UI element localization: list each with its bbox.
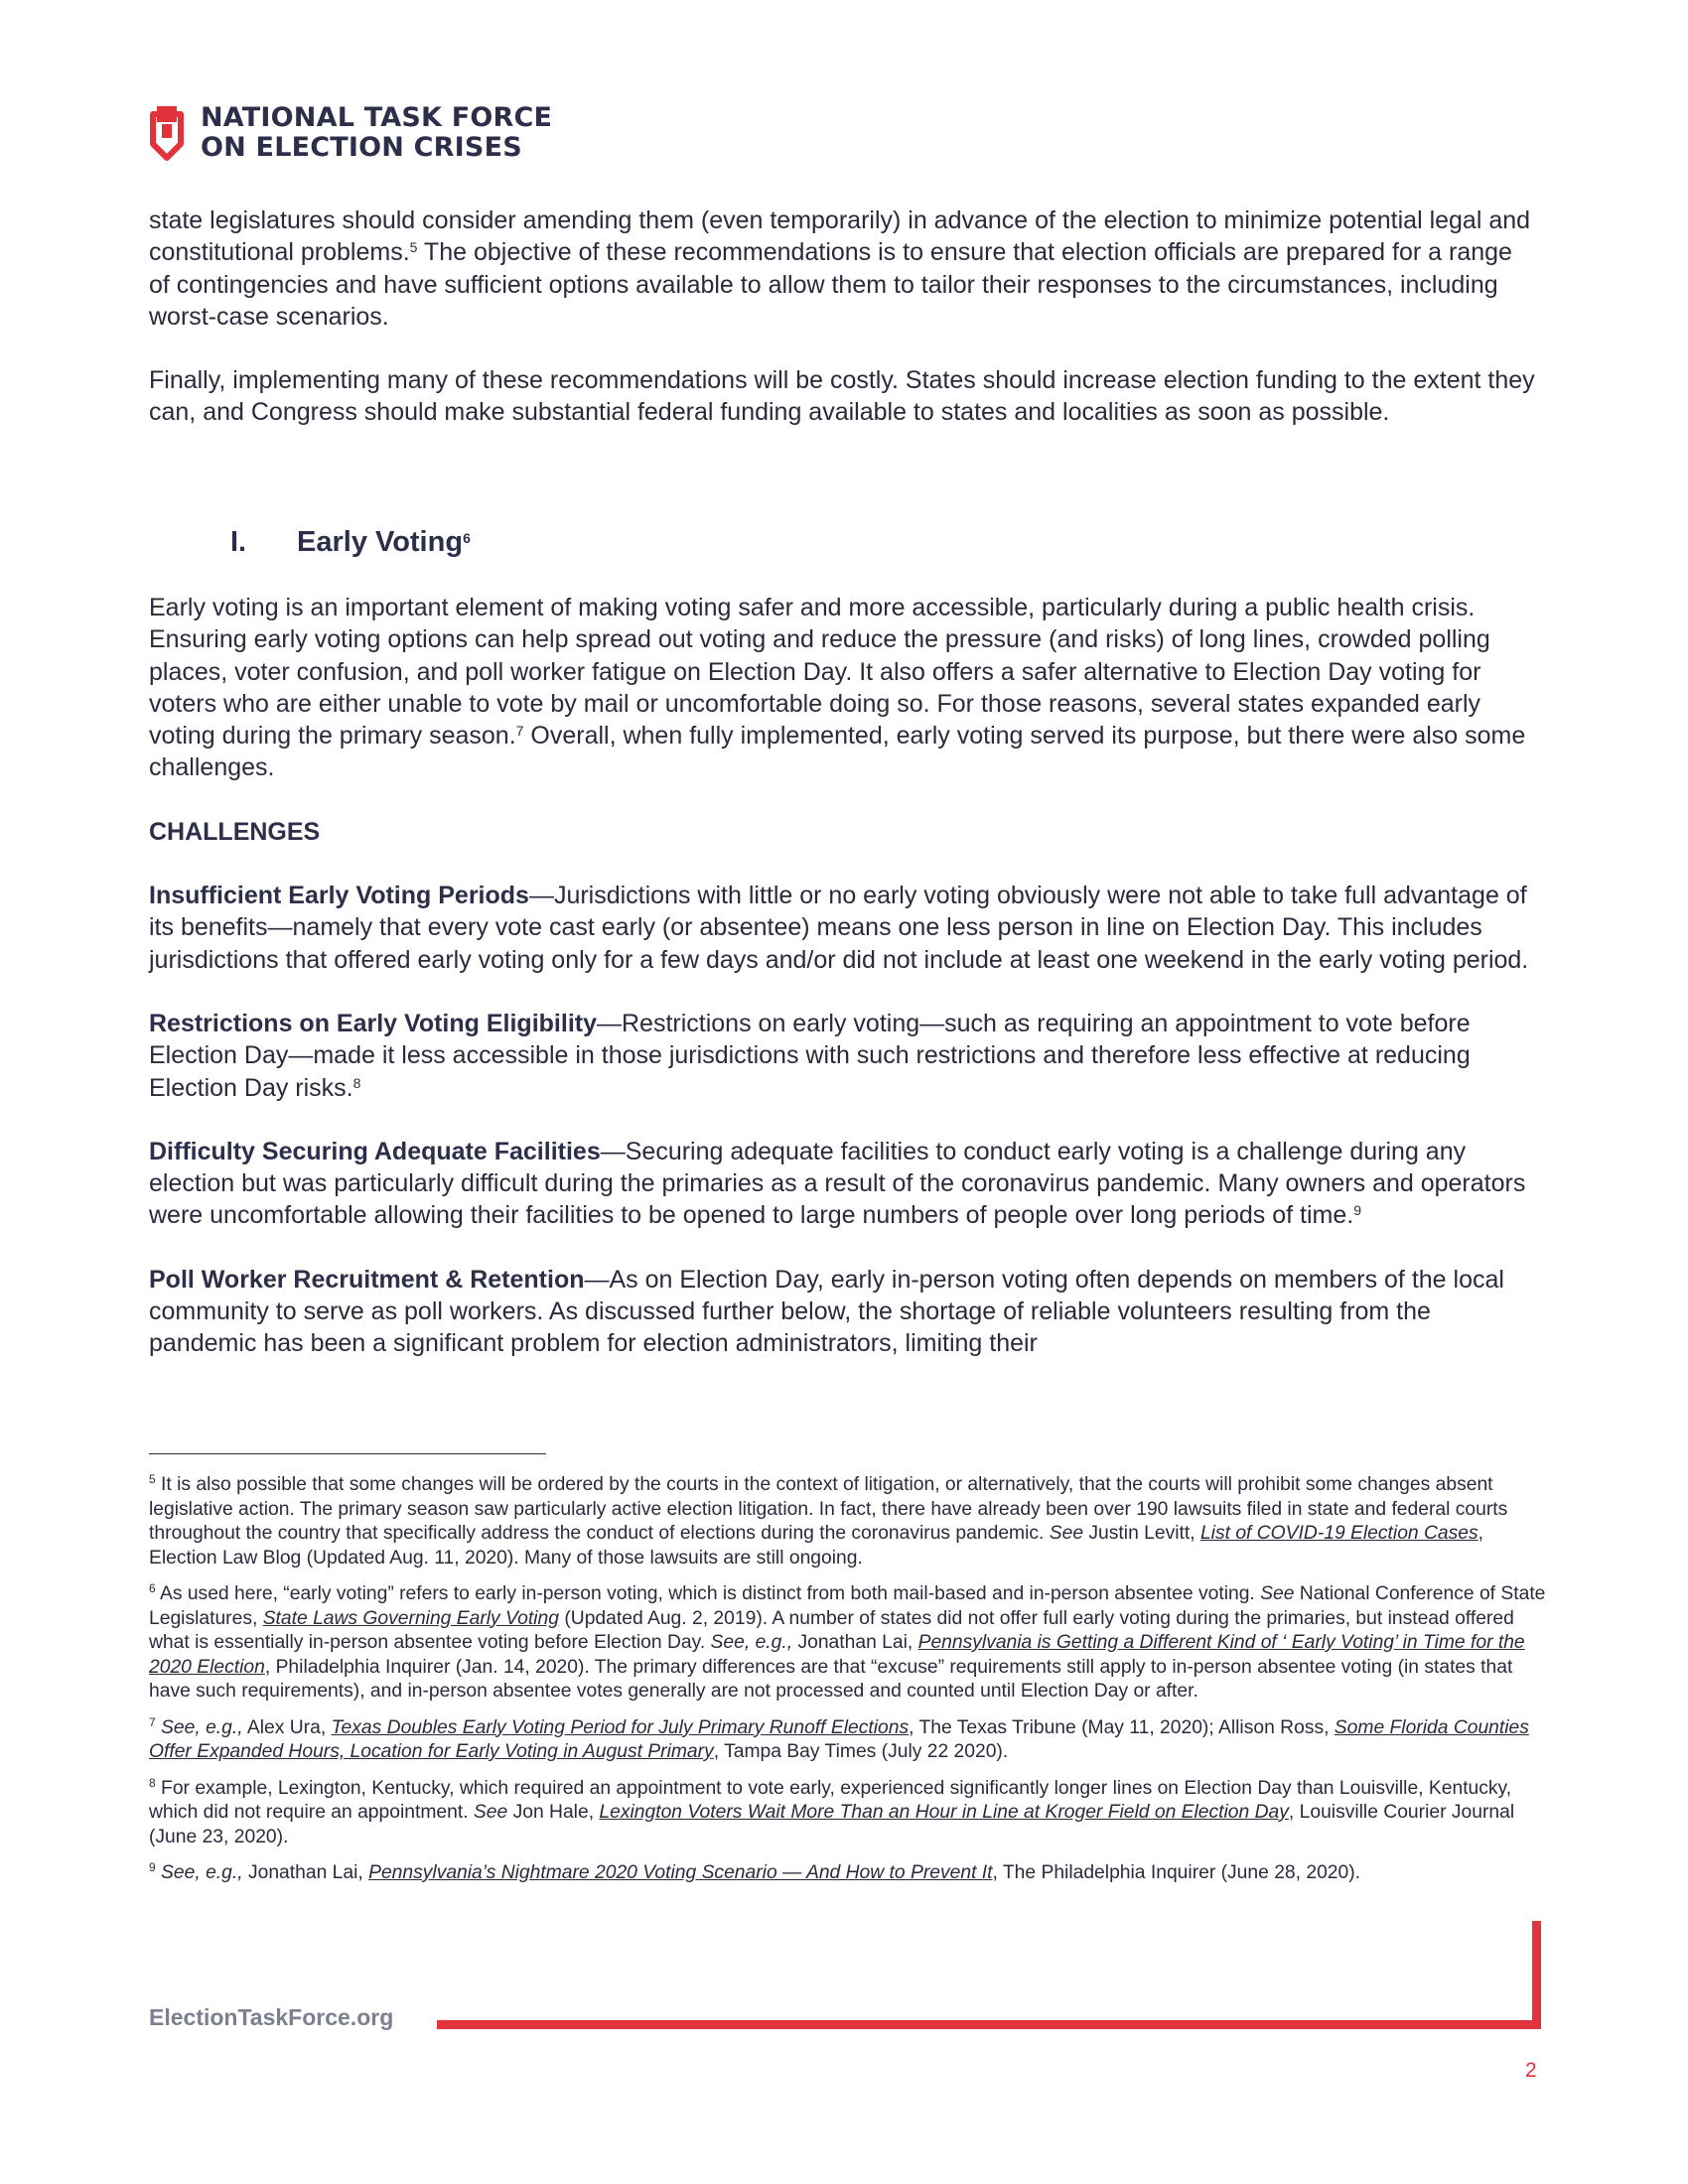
footnote-8: $^8$ For example, Lexington, Kentucky, which required an appointment to vote early, experienced significantly longer lines on Election Day than Louisville, Kentucky, which did not require an appointment. See Jon Hale, Lexington Voters Wait More Than an Hour in Line at Kroger Field on Election Day, Louisville Courier Journal (June 23, 2020). [149, 1775, 1515, 1847]
footnote-5: $^5$ It is also possible that some changes will be ordered by the courts in the context of litigation, or alternatively, that the courts will prohibit some changes absent legislative action. The primary season saw particularly active election litigation. In fact, there have already been over 190 lawsuits filed in state and federal courts throughout the country that specifically address the conduct of elections during the coronavirus pandemic. See Justin Levitt, List of COVID-19 Election Cases, Election Law Blog (Updated Aug. 11, 2020). Many of those lawsuits are still ongoing. [149, 1472, 1508, 1569]
footnote-link[interactable]: Pennsylvania is Getting a Different Kind of ‘ Early Voting’ in Time for the 2020 Election [149, 1632, 1525, 1678]
challenge-term: Difficulty Securing Adequate Facilities [149, 1137, 601, 1165]
challenge-item: Difficulty Securing Adequate Facilities—Securing adequate facilities to conduct early voting is a challenge during any election but was particularly difficult during the primaries as a result of the coronavirus pandemic. Many owners and operators were uncomfortable allowing their facilities to be opened to large numbers of people over long periods of time.$^9$ [149, 1137, 1526, 1230]
challenge-term: Restrictions on Early Voting Eligibility [149, 1009, 597, 1037]
footnote-link[interactable]: List of COVID-19 Election Cases [1199, 1523, 1478, 1544]
logo-emblem-icon [147, 104, 187, 162]
challenge-item: Insufficient Early Voting Periods—Jurisdictions with little or no early voting obviously were not able to take full advantage of its benefits—namely that every vote cast early (or absentee) means one less person in line on Election Day. This includes jurisdictions that offered early voting only for a few days and/or did not include at least one weekend in the early voting period. [149, 882, 1529, 974]
footnote-ref[interactable]: 6 [463, 530, 471, 546]
footnote-6: $^6$ As used here, “early voting” refers to early in-person voting, which is distinct from both mail-based and in-person absentee voting. See National Conference of State Legislatures, State Laws Governing Early Voting (Updated Aug. 2, 2019). A number of states did not offer full early voting during the primaries, but instead offered what is essentially in-person absentee voting before Election Day. See, e.g., Jonathan Lai, Pennsylvania is Getting a Different Kind of ‘ Early Voting’ in Time for the 2020 Election, Philadelphia Inquirer (Jan. 14, 2020). The primary differences are that “excuse” requirements still apply to in-person absentee voting (in states that have such requirements), and in-person absentee votes generally are not processed and counted until Election Day or after. [149, 1581, 1546, 1702]
section-title: Early Voting [297, 526, 464, 558]
challenge-term: Insufficient Early Voting Periods [149, 882, 529, 910]
footnote-link[interactable]: State Laws Governing Early Voting [262, 1607, 559, 1629]
challenge-item: Poll Worker Recruitment & Retention—As on Election Day, early in-person voting often depends on members of the local community to serve as poll workers. As discussed further below, the shortage of reliable volunteers resulting from the pandemic has been a significant problem for election administrators, limiting their [149, 1265, 1504, 1358]
intro-paragraph-2: Finally, implementing many of these recommendations will be costly. States should increase election funding to the extent they can, and Congress should make substantial federal funding available to states and localities as soon as possible. [149, 366, 1535, 427]
footnote-9: $^9$ See, e.g., Jonathan Lai, Pennsylvania’s Nightmare 2020 Voting Scenario — And How to Prevent It, The Philadelphia Inquirer (June 28, 2020). [149, 1860, 1361, 1883]
page-number: 2 [1525, 2059, 1537, 2082]
early-voting-section [149, 592, 1539, 1360]
logo-line-2: ON ELECTION CRISES [201, 132, 522, 163]
footnote-7: $^7$ See, e.g., Alex Ura, Texas Doubles Early Voting Period for July Primary Runoff Elections, The Texas Tribune (May 11, 2020); Allison Ross, Some Florida Counties Offer Expanded Hours, Location for Early Voting in August Primary, Tampa Bay Times (July 22 2020). [149, 1714, 1529, 1762]
footnote-ref[interactable]: 9 [1353, 1202, 1361, 1219]
footnote-divider [149, 1453, 546, 1454]
footnote-ref[interactable]: 8 [352, 1074, 361, 1091]
footnote-link[interactable]: Lexington Voters Wait More Than an Hour in Line at Kroger Field on Election Day [599, 1802, 1289, 1823]
footer-website[interactable]: ElectionTaskForce.org [149, 2004, 394, 2030]
footnote-ref[interactable]: 7 [515, 723, 524, 740]
logo-wordmark [201, 103, 552, 163]
footer-accent-bar [437, 2020, 1541, 2029]
early-voting-paragraph: Early voting is an important element of making voting safer and more accessible, particularly during a public health crisis. Ensuring early voting options can help spread out voting and reduce the pressure (and risks) of long lines, crowded polling places, voter confusion, and poll worker fatigue on Election Day. It also offers a safer alternative to Election Day voting for voters who are either unable to vote by mail or uncomfortable doing so. For those reasons, several states expanded early voting during the primary season.$^7$ Overall, when fully implemented, early voting served its purpose, but there were also some challenges. [149, 594, 1526, 782]
org-logo [147, 103, 552, 163]
intro-section [149, 205, 1539, 429]
footnote-link[interactable]: Texas Doubles Early Voting Period for July Primary Runoff Elections [331, 1716, 910, 1738]
footer-accent-vertical [1532, 1921, 1541, 2029]
footnote-link[interactable]: Some Florida Counties Offer Expanded Hours, Location for Early Voting in August Primary [149, 1716, 1529, 1762]
section-number: I. [230, 526, 247, 558]
section-heading [230, 526, 471, 559]
footnotes [149, 1473, 1549, 1898]
challenge-item: Restrictions on Early Voting Eligibility—Restrictions on early voting—such as requiring an appointment to vote before Election Day—made it less accessible in those jurisdictions with such restrictions and therefore less effective at reducing Election Day risks.$^8$ [149, 1009, 1471, 1102]
challenges-heading: CHALLENGES [149, 817, 321, 846]
logo-line-1: NATIONAL TASK FORCE [201, 102, 553, 133]
footnote-ref[interactable]: 5 [409, 239, 418, 256]
footnote-link[interactable]: Pennsylvania’s Nightmare 2020 Voting Scenario — And How to Prevent It [368, 1862, 993, 1883]
intro-paragraph-1: state legislatures should consider amending them (even temporarily) in advance of the election to minimize potential legal and constitutional problems.$^5$ The objective of these recommendations is to ensure that election officials are prepared for a range of contingencies and have sufficient options available to allow them to tailor their responses to the circumstances, including worst-case scenarios. [149, 206, 1531, 331]
challenge-term: Poll Worker Recruitment & Retention [149, 1265, 585, 1294]
